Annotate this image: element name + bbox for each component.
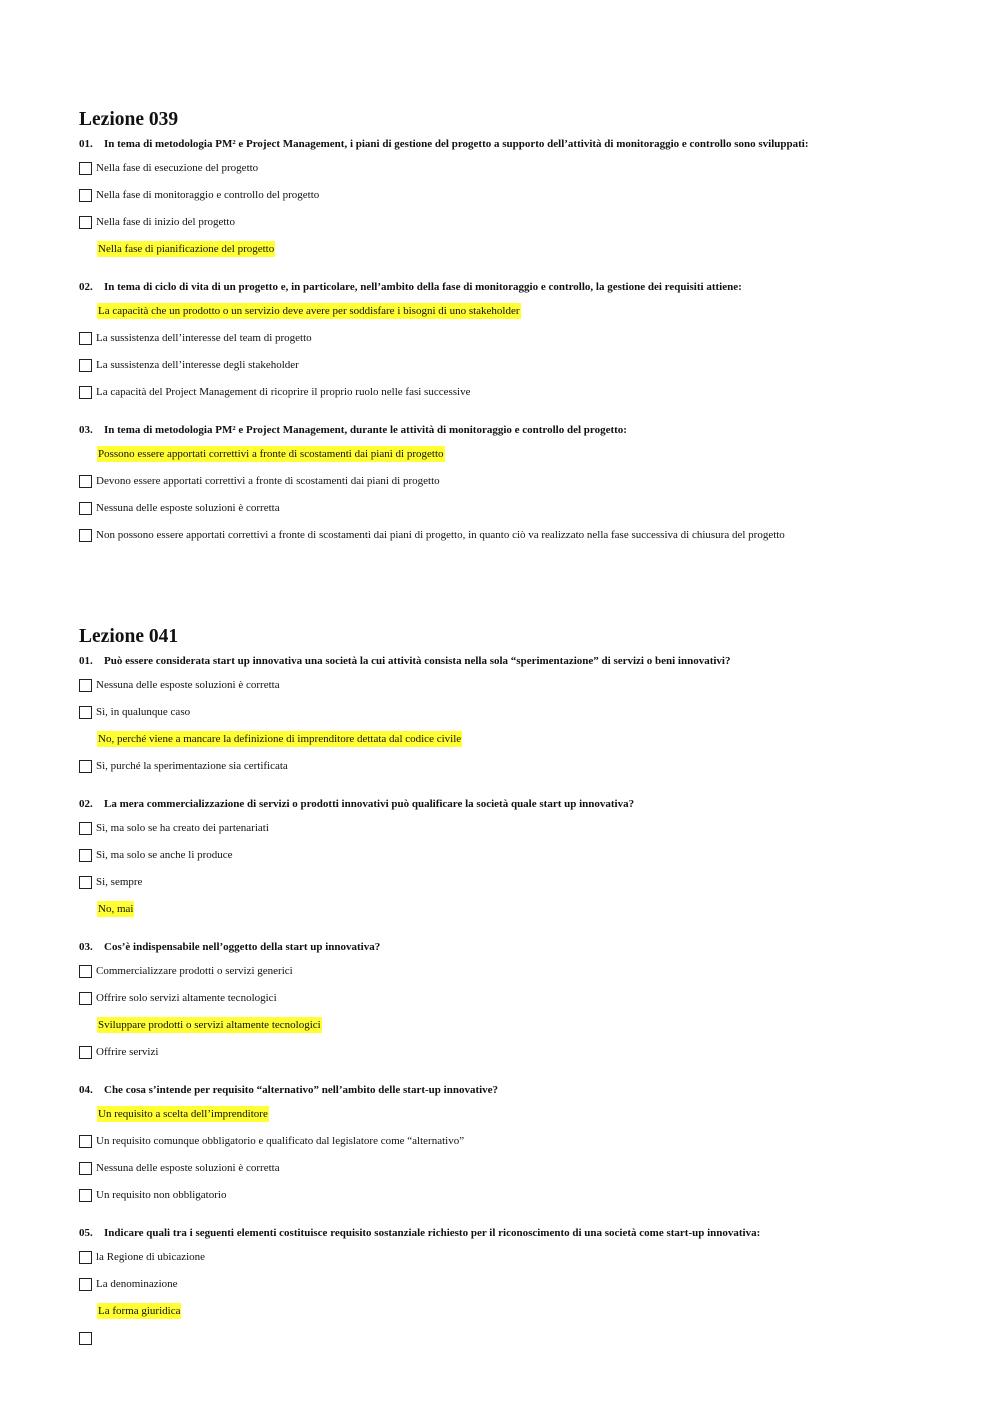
question-number: 01. [79,138,93,150]
answer-text: Sì, in qualunque caso [96,706,191,718]
question-spacer [79,1203,939,1225]
question-text [79,1082,939,1098]
question-text [79,1225,939,1241]
answer-text: Devono essere apportati correttivi a fronte di scostamenti dai piani di progetto [96,475,440,487]
question-text [79,796,939,812]
lesson-spacer [79,543,939,623]
question-block [79,257,939,400]
answer-text: No, perché viene a mancare la definizione di imprenditore dettata dal codice civile [98,733,462,745]
question-text [79,939,939,955]
answer-text: Offrire servizi [96,1046,159,1058]
answer-option[interactable] [79,357,939,373]
answer-text: Offrire solo servizi altamente tecnologici [96,992,277,1004]
question-spacer [79,1060,939,1082]
answer-option[interactable] [79,1330,939,1346]
answer-option[interactable] [79,704,939,720]
answer-text: Nella fase di monitoraggio e controllo del progetto [96,189,320,201]
answer-option[interactable] [79,847,939,863]
answer-text: La capacità che un prodotto o un servizio deve avere per soddisfare i bisogni di uno stakeholder [98,305,520,317]
checkbox[interactable] [79,760,92,773]
question-label: La mera commercializzazione di servizi o prodotti innovativi può qualificare la società quale start up innovativa? [104,798,635,810]
question-block [79,136,939,257]
question-number: 04. [79,1084,93,1096]
checkbox[interactable] [79,1162,92,1175]
checkbox[interactable] [79,332,92,345]
question-block [79,917,939,1060]
correct-answer [79,1106,939,1122]
question-text [79,653,939,669]
correct-answer [79,241,939,257]
answer-text: Nessuna delle esposte soluzioni è corretta [96,1162,280,1174]
checkbox[interactable] [79,189,92,202]
answer-text: Nella fase di inizio del progetto [96,216,235,228]
question-number: 01. [79,655,93,667]
answer-option[interactable] [79,1133,939,1149]
checkbox[interactable] [79,876,92,889]
answer-text: Nella fase di pianificazione del progetto [98,243,275,255]
answer-option[interactable] [79,473,939,489]
question-label: In tema di metodologia PM² e Project Management, i piani di gestione del progetto a supporto dell’attività di monitoraggio e controllo sono sviluppati: [104,138,809,150]
answer-option[interactable] [79,1044,939,1060]
answer-option[interactable] [79,1187,939,1203]
correct-answer [79,303,939,319]
question-spacer [79,400,939,422]
answer-option[interactable] [79,677,939,693]
question-text [79,279,939,295]
answer-text: Nessuna delle esposte soluzioni è corretta [96,679,280,691]
question-label: Indicare quali tra i seguenti elementi costituisce requisito sostanziale richiesto per il riconoscimento di una società come start-up innovativa: [104,1227,761,1239]
answer-text: La capacità del Project Management di ricoprire il proprio ruolo nelle fasi successive [96,386,471,398]
answer-text: Nella fase di esecuzione del progetto [96,162,259,174]
answer-text: Un requisito comunque obbligatorio e qualificato dal legislatore come “alternativo” [96,1135,465,1147]
checkbox[interactable] [79,386,92,399]
checkbox[interactable] [79,162,92,175]
checkbox[interactable] [79,359,92,372]
question-block [79,653,939,774]
answer-option[interactable] [79,160,939,176]
lesson-title: Lezione 039 [79,109,179,130]
lesson-section [79,106,939,543]
answer-option[interactable] [79,500,939,516]
question-label: In tema di ciclo di vita di un progetto e, in particolare, nell’ambito della fase di monitoraggio e controllo, la gestione dei requisiti attiene: [104,281,742,293]
answer-option[interactable] [79,384,939,400]
answer-text: No, mai [98,903,134,915]
answer-option[interactable] [79,874,939,890]
answer-text: Un requisito a scelta dell’imprenditore [98,1108,268,1120]
answer-text: Possono essere apportati correttivi a fronte di scostamenti dai piani di progetto [98,448,444,460]
lesson-title: Lezione 041 [79,626,179,647]
answer-text: Sviluppare prodotti o servizi altamente tecnologici [98,1019,321,1031]
answer-option[interactable] [79,963,939,979]
checkbox[interactable] [79,1278,92,1291]
question-spacer [79,774,939,796]
answer-text: La forma giuridica [98,1305,181,1317]
answer-text: Commercializzare prodotti o servizi generici [96,965,293,977]
document-page [79,106,939,1346]
answer-text: la Regione di ubicazione [96,1251,206,1263]
question-block [79,1203,939,1346]
answer-text: La sussistenza dell’interesse del team di progetto [96,332,312,344]
question-label: Che cosa s’intende per requisito “alternativo” nell’ambito delle start-up innovative? [104,1084,499,1096]
checkbox[interactable] [79,706,92,719]
checkbox[interactable] [79,502,92,515]
question-number: 03. [79,424,93,436]
question-label: In tema di metodologia PM² e Project Management, durante le attività di monitoraggio e controllo del progetto: [104,424,627,436]
checkbox[interactable] [79,1046,92,1059]
correct-answer [79,901,939,917]
answer-option[interactable] [79,820,939,836]
checkbox[interactable] [79,1135,92,1148]
checkbox[interactable] [79,822,92,835]
answer-option[interactable] [79,527,939,543]
checkbox[interactable] [79,849,92,862]
answer-text: Sì, ma solo se ha creato dei partenariati [96,822,269,834]
question-text [79,422,939,438]
question-number: 02. [79,281,93,293]
question-number: 02. [79,798,93,810]
answer-text: Nessuna delle esposte soluzioni è corretta [96,502,280,514]
question-block [79,400,939,543]
question-number: 03. [79,941,93,953]
question-label: Cos’è indispensabile nell’oggetto della start up innovativa? [104,941,381,953]
question-block [79,774,939,917]
answer-text: Si, sempre [96,876,143,888]
lesson-section [79,623,939,1346]
question-label: Può essere considerata start up innovativa una società la cui attività consista nella sola “sperimentazione” di servizi o beni innovativi? [104,655,731,667]
checkbox[interactable] [79,992,92,1005]
checkbox[interactable] [79,965,92,978]
answer-option[interactable] [79,990,939,1006]
question-number: 05. [79,1227,93,1239]
question-spacer [79,257,939,279]
correct-answer [79,446,939,462]
checkbox[interactable] [79,1251,92,1264]
answer-option[interactable] [79,1249,939,1265]
answer-text: Sì, purché la sperimentazione sia certificata [96,760,288,772]
checkbox[interactable] [79,529,92,542]
answer-option[interactable] [79,758,939,774]
answer-option[interactable] [79,1160,939,1176]
answer-option[interactable] [79,214,939,230]
answer-text: Un requisito non obbligatorio [96,1189,227,1201]
answer-text: La denominazione [96,1278,178,1290]
question-text [79,136,939,152]
checkbox[interactable] [79,216,92,229]
answer-option[interactable] [79,187,939,203]
question-spacer [79,917,939,939]
checkbox[interactable] [79,1332,92,1345]
question-block [79,1060,939,1203]
checkbox[interactable] [79,475,92,488]
checkbox[interactable] [79,1189,92,1202]
correct-answer [79,1017,939,1033]
answer-text: Non possono essere apportati correttivi a fronte di scostamenti dai piani di progetto, in quanto ciò va realizzato nella fase successiva di chiusura del progetto [96,529,785,541]
answer-option[interactable] [79,1276,939,1292]
answer-option[interactable] [79,330,939,346]
checkbox[interactable] [79,679,92,692]
correct-answer [79,731,939,747]
correct-answer [79,1303,939,1319]
answer-text: La sussistenza dell’interesse degli stakeholder [96,359,299,371]
answer-text: Sì, ma solo se anche li produce [96,849,233,861]
